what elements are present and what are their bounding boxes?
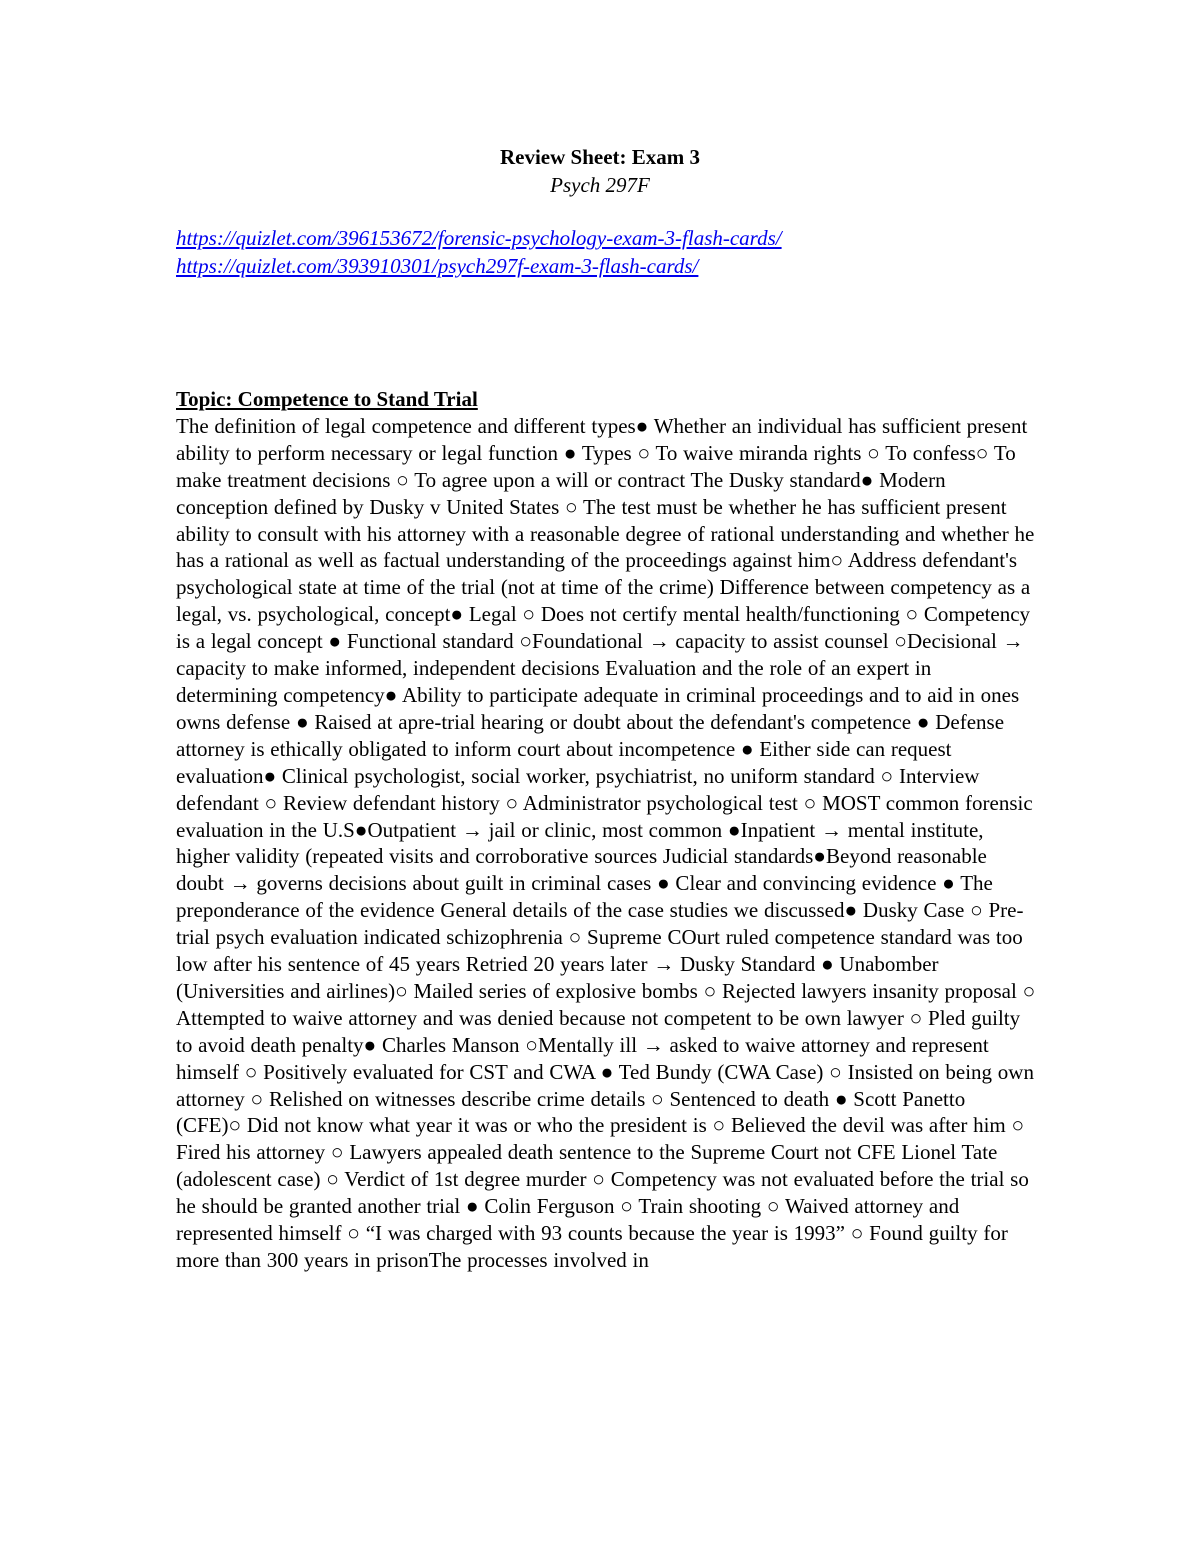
topic-body: The definition of legal competence and different types● Whether an individual has sufficient present ability to perform necessary or legal function ● Types ○ To waive miranda rights ○ To confess○ To make treatment decisions ○ To agree upon a will or contract The Dusky standard● Modern conception defined by Dusky v United States ○ The test must be whether he has sufficient present ability to consult with his attorney with a reasonable degree of rational understanding and whether he has a rational as well as factual understanding of the proceedings against him○ Address defendant's psychological state at time of the trial (not at time of the crime) Difference between competency as a legal, vs. psychological, concept● Legal ○ Does not certify mental health/functioning ○ Competency is a legal concept ● Functional standard ○Foundational → capacity to assist counsel ○Decisional → capacity to make informed, independent decisions Evaluation and the role of an expert in determining competency● Ability to participate adequate in criminal proceedings and to aid in ones owns defense ● Raised at apre-trial hearing or doubt about the defendant's competence ● Defense attorney is ethically obligated to inform court about incompetence ● Either side can request evaluation● Clinical psychologist, social worker, psychiatrist, no uniform standard ○ Interview defendant ○ Review defendant history ○ Administrator psychological test ○ MOST common forensic evaluation in the U.S●Outpatient → jail or clinic, most common ●Inpatient → mental institute, higher validity (repeated visits and corroborative sources Judicial standards●Beyond reasonable doubt → governs decisions about guilt in criminal cases ● Clear and convincing evidence ● The preponderance of the evidence General details of the case studies we discussed● Dusky Case ○ Pre-trial psych evaluation indicated schizophrenia ○ Supreme COurt ruled competence standard was too low after his sentence of 45 years Retried 20 years later → Dusky Standard ● Unabomber (Universities and airlines)○ Mailed series of explosive bombs ○ Rejected lawyers insanity proposal ○ Attempted to waive attorney and was denied because not competent to be own lawyer ○ Pled guilty to avoid death penalty● Charles Manson ○Mentally ill → asked to waive attorney and represent himself ○ Positively evaluated for CST and CWA ● Ted Bundy (CWA Case) ○ Insisted on being own attorney ○ Relished on witnesses describe crime details ○ Sentenced to death ● Scott Panetto (CFE)○ Did not know what year it was or who the president is ○ Believed the devil was after him ○ Fired his attorney ○ Lawyers appealed death sentence to the Supreme Court not CFE Lionel Tate (adolescent case) ○ Verdict of 1st degree murder ○ Competency was not evaluated before the trial so he should be granted another trial ● Colin Ferguson ○ Train shooting ○ Waived attorney and represented himself ○ “I was charged with 93 counts because the year is 1993” ○ Found guilty for more than 300 years in prisonThe processes involved in	[176, 413, 1036, 1272]
quizlet-link-1[interactable]: https://quizlet.com/396153672/forensic-psychology-exam-3-flash-cards/	[176, 226, 782, 250]
reference-links	[176, 224, 1036, 280]
quizlet-link-2[interactable]: https://quizlet.com/393910301/psych297f-exam-3-flash-cards/	[176, 254, 699, 278]
document-subtitle: Psych 297F	[550, 173, 650, 197]
document-header	[0, 143, 1200, 199]
topic-heading: Topic: Competence to Stand Trial	[176, 387, 478, 411]
document-title: Review Sheet: Exam 3	[499, 145, 701, 169]
topic-section	[176, 386, 1036, 1274]
